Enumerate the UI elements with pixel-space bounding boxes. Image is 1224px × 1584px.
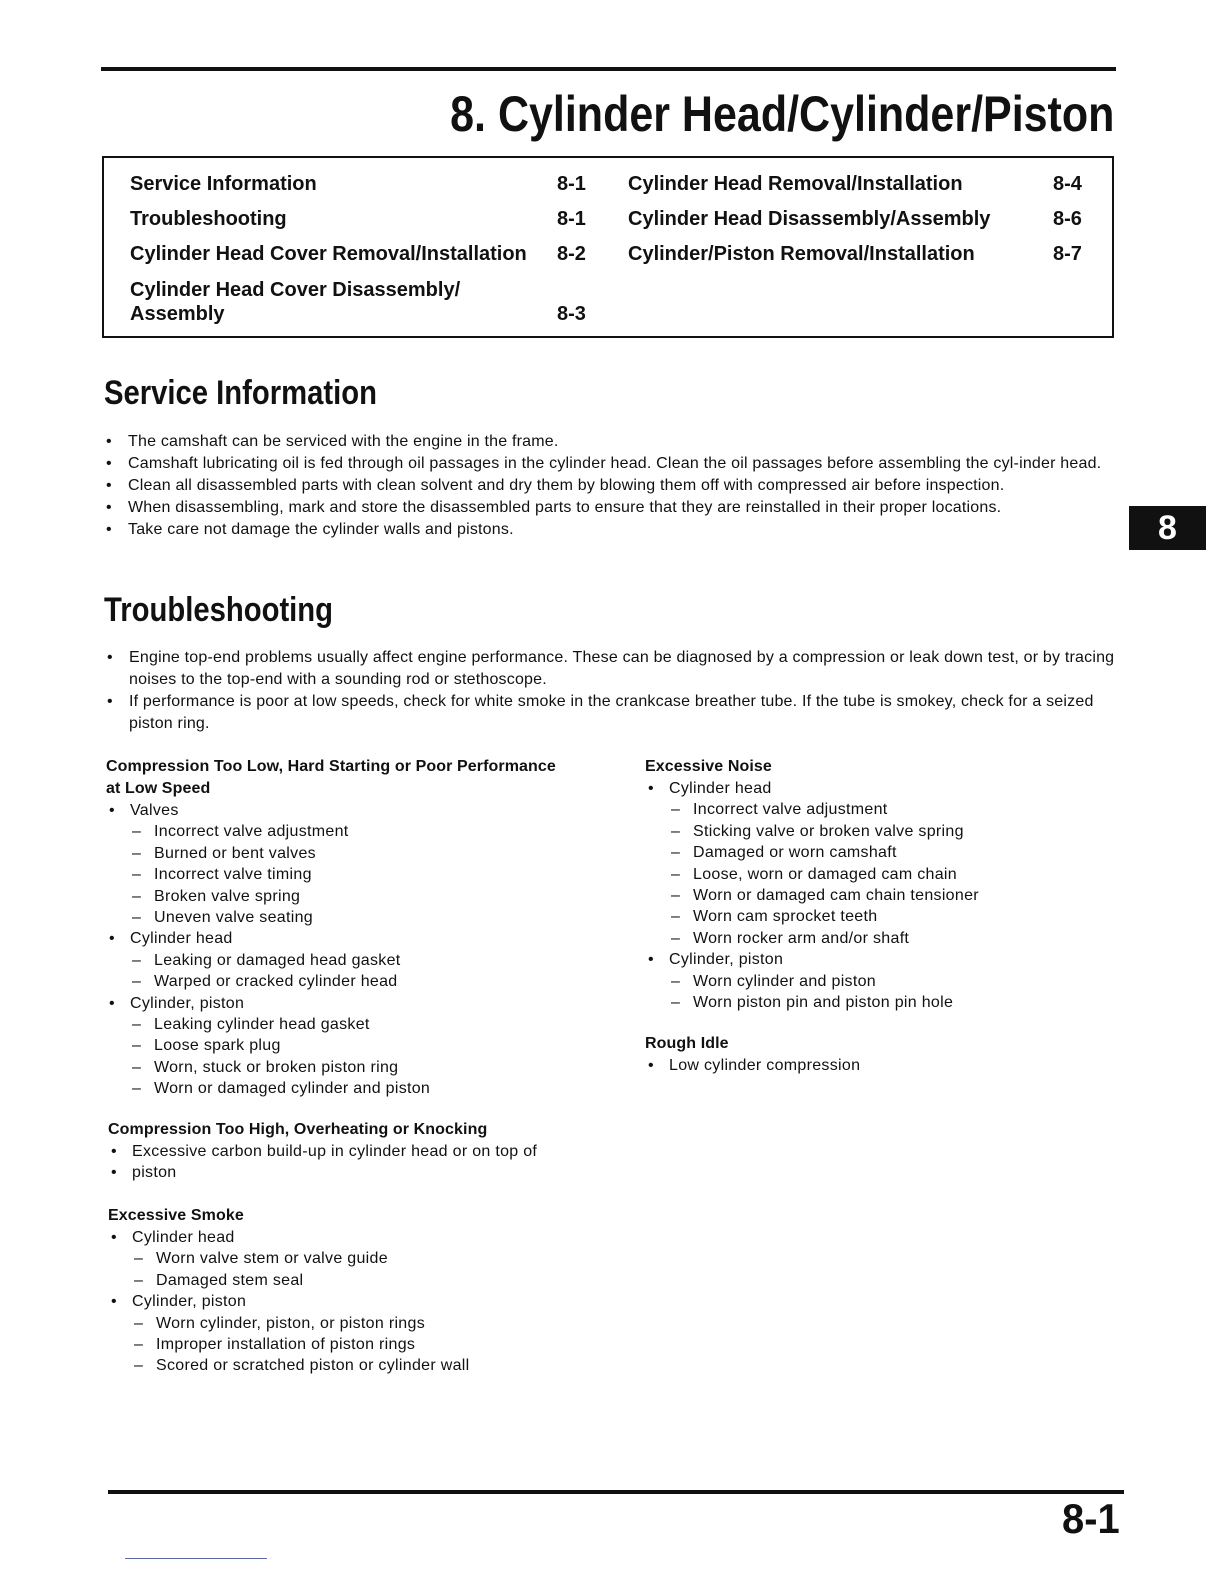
- list-item: – Worn cylinder, piston, or piston rings: [108, 1313, 628, 1334]
- service-information-heading: Service Information: [104, 374, 377, 412]
- toc-entry-cylinder-piston-removal[interactable]: Cylinder/Piston Removal/Installation: [628, 243, 975, 265]
- list-item: • Take care not damage the cylinder walls and pistons.: [103, 519, 1123, 541]
- list-item: – Worn or damaged cam chain tensioner: [645, 885, 1115, 906]
- list-item: • Cylinder, piston: [645, 949, 1115, 970]
- list-item: – Burned or bent valves: [106, 843, 626, 864]
- list-item: • If performance is poor at low speeds, check for white smoke in the crankcase breather tube. If the tube is smokey, check for a seized piston ring.: [104, 691, 1124, 735]
- toc-page: 8-3: [557, 303, 586, 325]
- list-item: • Cylinder, piston: [108, 1291, 628, 1312]
- list-item: – Worn valve stem or valve guide: [108, 1248, 628, 1269]
- toc-entry-head-removal[interactable]: Cylinder Head Removal/Installation: [628, 173, 963, 195]
- list-item: • Engine top-end problems usually affect engine performance. These can be diagnosed by a compression or leak down test, or by tracing noises to the top-end with a sounding rod or stethoscope.: [104, 647, 1124, 691]
- footer-mark: [125, 1558, 267, 1559]
- list-item: • Cylinder head: [645, 778, 1115, 799]
- toc-entry-head-cover-disassembly[interactable]: Cylinder Head Cover Disassembly/: [130, 279, 461, 301]
- list-item: – Worn or damaged cylinder and piston: [106, 1078, 626, 1099]
- page-number: 8-1: [1062, 1495, 1120, 1542]
- continued-text: piston: [132, 1164, 177, 1182]
- group-title: Rough Idle: [645, 1035, 729, 1052]
- service-information-list: [103, 431, 1123, 541]
- chapter-title: 8. Cylinder Head/Cylinder/Piston: [449, 86, 1114, 142]
- list-item: • Cylinder head: [106, 928, 626, 949]
- excessive-smoke-group: [108, 1205, 628, 1377]
- list-item: – Incorrect valve adjustment: [645, 799, 1115, 820]
- list-item: • Excessive carbon build-up in cylinder head or on top of: [108, 1141, 628, 1162]
- list-item: • Camshaft lubricating oil is fed through oil passages in the cylinder head. Clean the oil passages before assembling the cyl-inder head.: [103, 453, 1123, 475]
- toc-entry-head-cover-removal[interactable]: Cylinder Head Cover Removal/Installation: [130, 243, 527, 265]
- group-title: Excessive Noise: [645, 758, 772, 775]
- list-item: – Worn rocker arm and/or shaft: [645, 928, 1115, 949]
- list-item: – Worn cam sprocket teeth: [645, 906, 1115, 927]
- list-item: – Incorrect valve adjustment: [106, 821, 626, 842]
- toc-page: 8-1: [557, 173, 586, 195]
- toc-entry-troubleshooting[interactable]: Troubleshooting: [130, 208, 287, 230]
- list-item: – Damaged or worn camshaft: [645, 842, 1115, 863]
- group-title: Excessive Smoke: [108, 1207, 244, 1224]
- list-item: – Broken valve spring: [106, 886, 626, 907]
- list-item: – Sticking valve or broken valve spring: [645, 821, 1115, 842]
- toc-page: 8-4: [1053, 173, 1082, 195]
- rough-idle-group: [645, 1033, 1115, 1076]
- toc-page: 8-2: [557, 243, 586, 265]
- toc-entry-head-cover-disassembly-line2[interactable]: Assembly: [130, 303, 225, 325]
- list-item: • Cylinder, piston: [106, 993, 626, 1014]
- troubleshooting-heading: Troubleshooting: [104, 591, 334, 629]
- list-item: • The camshaft can be serviced with the engine in the frame.: [103, 431, 1123, 453]
- top-rule: [101, 67, 1116, 71]
- list-item: – Worn cylinder and piston: [645, 971, 1115, 992]
- list-item: – Warped or cracked cylinder head: [106, 971, 626, 992]
- compression-high-group: [108, 1119, 628, 1184]
- list-item: – Damaged stem seal: [108, 1270, 628, 1291]
- list-item: – Scored or scratched piston or cylinder wall: [108, 1355, 628, 1376]
- list-item: – Worn piston pin and piston pin hole: [645, 992, 1115, 1013]
- list-item: • Cylinder head: [108, 1227, 628, 1248]
- group-title: Compression Too Low, Hard Starting or Poor Performance: [106, 758, 556, 775]
- excessive-noise-group: [645, 756, 1115, 1013]
- bottom-rule: [108, 1490, 1124, 1494]
- troubleshooting-intro-list: [104, 647, 1124, 735]
- list-item-continued: [108, 1162, 628, 1183]
- list-item: – Improper installation of piston rings: [108, 1334, 628, 1355]
- chapter-tab: 8: [1129, 506, 1206, 550]
- list-item: • When disassembling, mark and store the disassembled parts to ensure that they are reinstalled in their proper locations.: [103, 497, 1123, 519]
- toc-page: 8-1: [557, 208, 586, 230]
- group-title: Compression Too High, Overheating or Knocking: [108, 1121, 488, 1138]
- list-item: • Low cylinder compression: [645, 1055, 1115, 1076]
- compression-low-group: [106, 756, 626, 1100]
- list-item: • Clean all disassembled parts with clean solvent and dry them by blowing them off with compressed air before inspection.: [103, 475, 1123, 497]
- list-item: – Incorrect valve timing: [106, 864, 626, 885]
- toc-entry-service-information[interactable]: Service Information: [130, 173, 317, 195]
- toc-entry-head-disassembly[interactable]: Cylinder Head Disassembly/Assembly: [628, 208, 991, 230]
- list-item: – Worn, stuck or broken piston ring: [106, 1057, 626, 1078]
- list-item: – Uneven valve seating: [106, 907, 626, 928]
- list-item: – Loose, worn or damaged cam chain: [645, 864, 1115, 885]
- list-item: – Leaking cylinder head gasket: [106, 1014, 626, 1035]
- list-item: • Valves: [106, 800, 626, 821]
- toc-page: 8-6: [1053, 208, 1082, 230]
- group-title: at Low Speed: [106, 780, 211, 797]
- list-item: – Leaking or damaged head gasket: [106, 950, 626, 971]
- toc-page: 8-7: [1053, 243, 1082, 265]
- list-item: – Loose spark plug: [106, 1035, 626, 1056]
